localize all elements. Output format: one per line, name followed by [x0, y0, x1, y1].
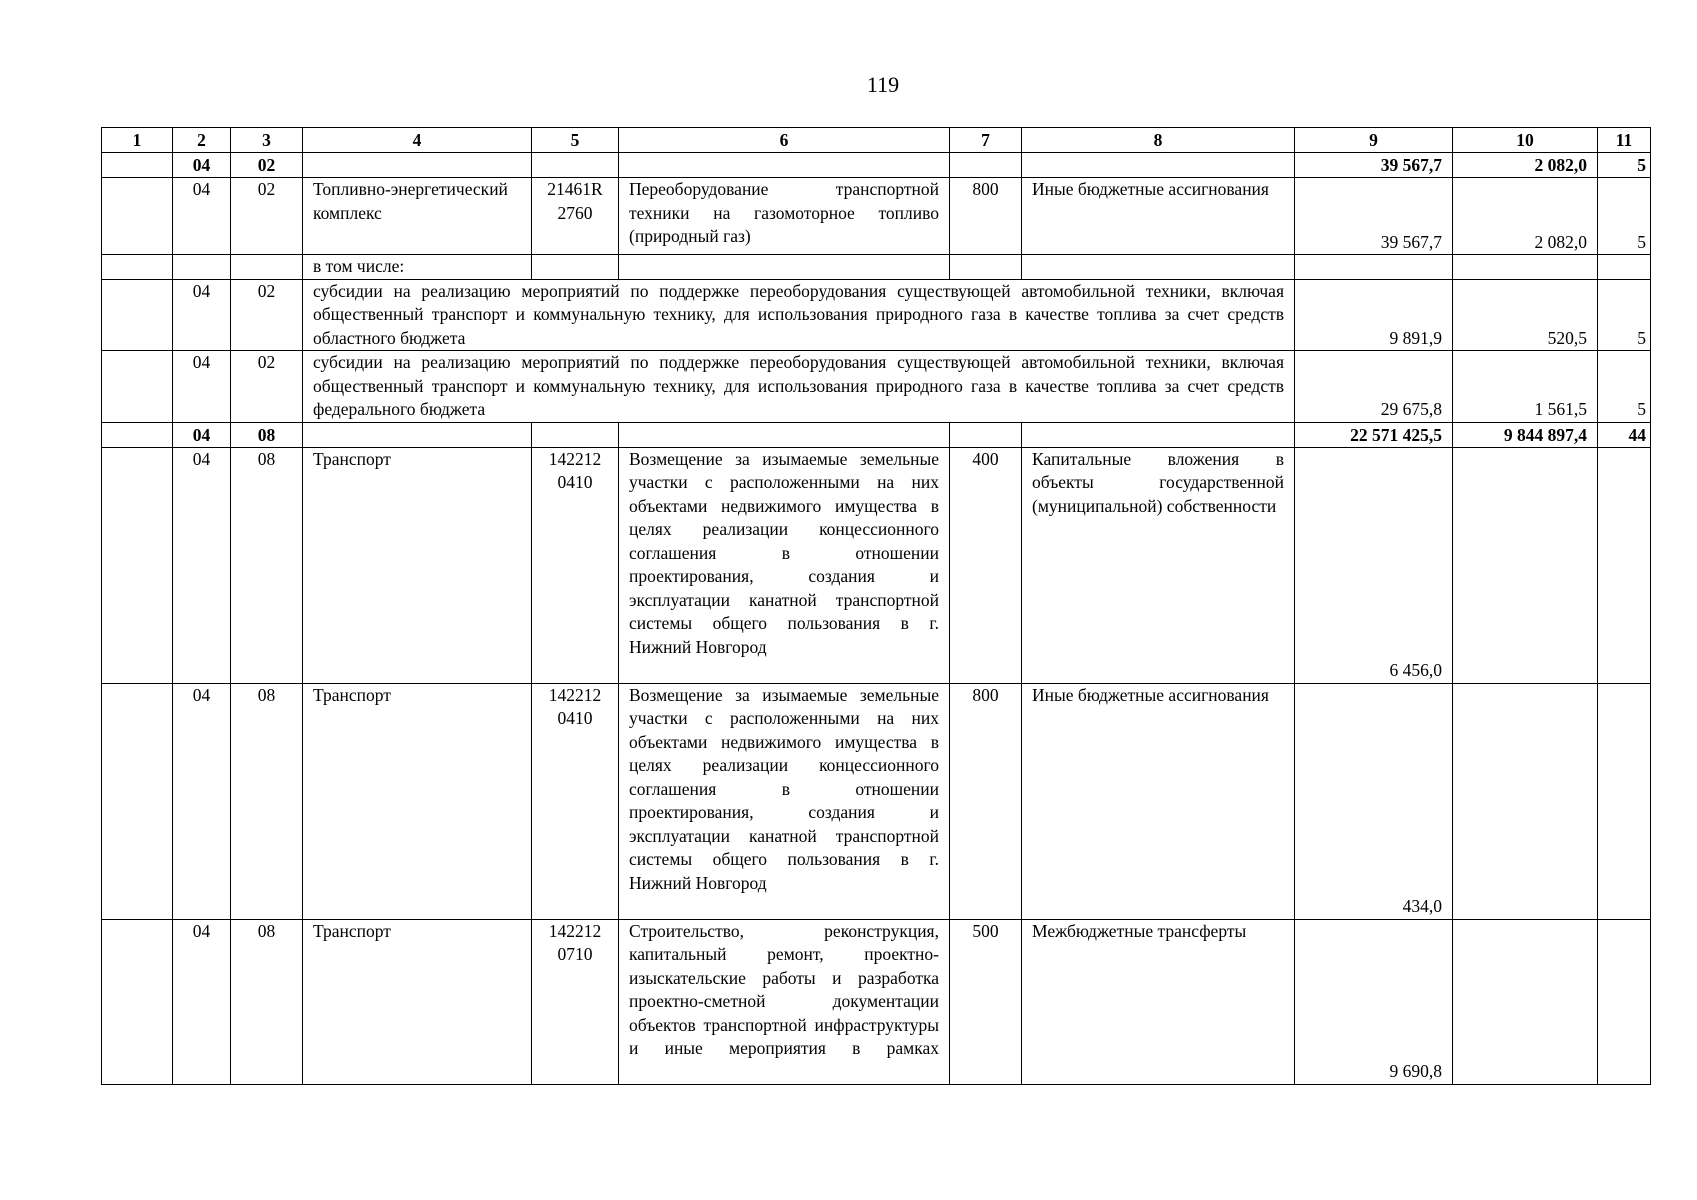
- expense-description: Возмещение за изымаемые земельные участки с расположенными на них объектами недвижимого имущества в целях реализации концессионного соглашения в отношении проектирования, создания и эксплуатации канатной транспортной системы общего пользования в г. Нижний Новгород: [619, 447, 950, 683]
- expense-description: Строительство, реконструкция, капитальный ремонт, проектно-изыскательские работы и разработка проектно-сметной документации объектов транспортной инфраструктуры и иные мероприятия в рамках: [619, 919, 950, 1084]
- section-code: 04: [173, 447, 231, 683]
- expense-type-code: 400: [950, 447, 1022, 683]
- amount-col10: 2 082,0: [1453, 178, 1598, 255]
- target-code-part: 0710: [557, 944, 593, 964]
- amount-col11: 44: [1598, 422, 1651, 447]
- subsection-code: 08: [231, 683, 303, 919]
- amount-col10: 9 844 897,4: [1453, 422, 1598, 447]
- target-code-part: 142212: [548, 684, 602, 705]
- page-number: 119: [866, 72, 900, 97]
- expense-type-code: 800: [950, 178, 1022, 255]
- table-row: [102, 178, 1651, 255]
- program-name: Транспорт: [303, 447, 532, 683]
- amount-col11: 5: [1598, 279, 1651, 351]
- table-row: [102, 447, 1651, 683]
- amount-col9: 9 690,8: [1295, 919, 1453, 1084]
- table-row: [102, 279, 1651, 351]
- section-code: 04: [173, 153, 231, 178]
- table-row: [102, 919, 1651, 1084]
- section-code: 04: [173, 422, 231, 447]
- target-code-part: 142212: [548, 448, 602, 469]
- table-row: [102, 351, 1651, 423]
- header-cell: 2: [173, 128, 231, 153]
- header-cell: 1: [102, 128, 173, 153]
- budget-table: [101, 127, 1651, 1085]
- expense-type-name: Иные бюджетные ассигнования: [1022, 178, 1295, 255]
- program-name: Топливно-энергетический комплекс: [303, 178, 532, 255]
- amount-col11: 5: [1598, 153, 1651, 178]
- amount-col9: 39 567,7: [1295, 178, 1453, 255]
- subsection-code: 08: [231, 919, 303, 1084]
- header-cell: 10: [1453, 128, 1598, 153]
- subsection-code: 02: [231, 153, 303, 178]
- header-cell: 3: [231, 128, 303, 153]
- amount-col11: [1598, 919, 1651, 1084]
- header-cell: 5: [532, 128, 619, 153]
- program-name: Транспорт: [303, 919, 532, 1084]
- amount-col10: 1 561,5: [1453, 351, 1598, 423]
- expense-type-code: 800: [950, 683, 1022, 919]
- subsection-code: 02: [231, 178, 303, 255]
- section-code: 04: [173, 919, 231, 1084]
- header-cell: 6: [619, 128, 950, 153]
- subsection-code: 08: [231, 422, 303, 447]
- amount-col10: [1453, 683, 1598, 919]
- section-code: 04: [173, 683, 231, 919]
- including-label: в том числе:: [303, 255, 532, 280]
- header-cell: 8: [1022, 128, 1295, 153]
- amount-col11: [1598, 683, 1651, 919]
- subsidy-description: субсидии на реализацию мероприятий по поддержке переоборудования существующей автомобильной техники, включая общественный транспорт и коммунальную технику, для использования природного газа в качестве топлива за счет средств областного бюджета: [303, 279, 1295, 351]
- amount-col11: 5: [1598, 178, 1651, 255]
- expense-description: Возмещение за изымаемые земельные участки с расположенными на них объектами недвижимого имущества в целях реализации концессионного соглашения в отношении проектирования, создания и эксплуатации канатной транспортной системы общего пользования в г. Нижний Новгород: [619, 683, 950, 919]
- amount-col9: 22 571 425,5: [1295, 422, 1453, 447]
- amount-col10: [1453, 447, 1598, 683]
- subtotal-row-0402: [102, 153, 1651, 178]
- subsection-code: 02: [231, 279, 303, 351]
- program-name: Транспорт: [303, 683, 532, 919]
- expense-type-name: Межбюджетные трансферты: [1022, 919, 1295, 1084]
- amount-col9: 29 675,8: [1295, 351, 1453, 423]
- target-code-part: 2760: [557, 202, 593, 223]
- target-code-part: 0410: [557, 472, 593, 492]
- subsection-code: 02: [231, 351, 303, 423]
- expense-type-name: Капитальные вложения в объекты государственной (муниципальной) собственности: [1022, 447, 1295, 683]
- target-code-part: 0410: [557, 708, 593, 728]
- header-cell: 9: [1295, 128, 1453, 153]
- amount-col9: 434,0: [1295, 683, 1453, 919]
- section-code: 04: [173, 351, 231, 423]
- amount-col11: [1598, 447, 1651, 683]
- amount-col10: 2 082,0: [1453, 153, 1598, 178]
- expense-type-name: Иные бюджетные ассигнования: [1022, 683, 1295, 919]
- section-code: 04: [173, 178, 231, 255]
- header-cell: 4: [303, 128, 532, 153]
- section-code: 04: [173, 279, 231, 351]
- amount-col11: 5: [1598, 351, 1651, 423]
- header-cell: 7: [950, 128, 1022, 153]
- subtotal-row-0408: [102, 422, 1651, 447]
- header-cell: 11: [1598, 128, 1651, 153]
- subsection-code: 08: [231, 447, 303, 683]
- amount-col9: 9 891,9: [1295, 279, 1453, 351]
- amount-col9: 6 456,0: [1295, 447, 1453, 683]
- table-row: [102, 255, 1651, 280]
- expense-description: Переоборудование транспортной техники на газомоторное топливо (природный газ): [619, 178, 950, 255]
- expense-type-code: 500: [950, 919, 1022, 1084]
- target-code-part: 142212: [548, 920, 602, 941]
- amount-col10: [1453, 919, 1598, 1084]
- amount-col9: 39 567,7: [1295, 153, 1453, 178]
- table-row: [102, 683, 1651, 919]
- target-code-part: 21461R: [547, 179, 603, 199]
- header-row: [102, 128, 1651, 153]
- amount-col10: 520,5: [1453, 279, 1598, 351]
- subsidy-description: субсидии на реализацию мероприятий по поддержке переоборудования существующей автомобильной техники, включая общественный транспорт и коммунальную технику, для использования природного газа в качестве топлива за счет средств федерального бюджета: [303, 351, 1295, 423]
